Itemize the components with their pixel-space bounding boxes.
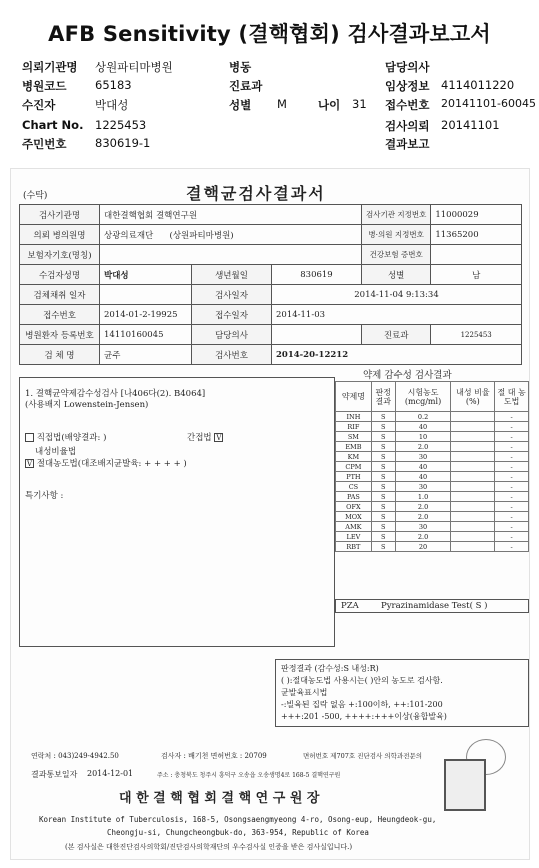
drug-cell-ratio	[451, 482, 495, 492]
ward-label: 병동	[229, 60, 252, 74]
legend-line-5: +++:201 -500, ++++:+++이상(융합발육)	[281, 712, 447, 721]
method-heading: 1. 결핵균약제감수성검사 [나406다(2). B4064]	[25, 389, 206, 399]
chart-no-label: Chart No.	[22, 118, 84, 132]
drug-row	[336, 482, 529, 492]
sex-label: 성별	[229, 98, 252, 112]
dept-scan-value: 1225453	[431, 325, 522, 345]
drug-col-name: 약제명	[336, 382, 372, 412]
inst-no-label: 검사기관 지정번호	[362, 205, 431, 225]
drug-cell-abs: -	[495, 462, 529, 472]
hospital-name-value: 상원파티마병원	[95, 60, 173, 74]
drug-cell-conc: 20	[395, 542, 451, 552]
drug-row	[336, 502, 529, 512]
drug-cell-res: S	[371, 522, 395, 532]
indirect-label: 간접법	[187, 433, 212, 443]
ins-value	[100, 245, 362, 265]
method-panel	[19, 377, 335, 647]
drug-cell-name: MOX	[336, 512, 372, 522]
receipt-no-value: 20141101-60045	[441, 97, 536, 110]
footer-date-value: 2014-12-01	[87, 769, 134, 778]
drug-row	[336, 452, 529, 462]
drug-cell-name: RIF	[336, 422, 372, 432]
doctor-scan-label: 담당의사	[192, 325, 272, 345]
hosp-sub: (상원파티마병원)	[169, 230, 234, 241]
legend-line-4: -:빌육된 집락 없음 +:100이하, ++:101-200	[281, 700, 443, 709]
drug-cell-ratio	[451, 512, 495, 522]
drug-cell-ratio	[451, 462, 495, 472]
drug-table-title: 약제 감수성 검사결과	[363, 370, 452, 381]
recvdate-value: 2014-11-03	[272, 305, 522, 325]
drug-row	[336, 432, 529, 442]
hospital-name-label: 의뢰기관명	[22, 60, 78, 74]
result-report-label: 결과보고	[385, 137, 430, 151]
drug-cell-abs: -	[495, 502, 529, 512]
pza-label: PZA	[341, 601, 359, 611]
drug-row	[336, 422, 529, 432]
drug-cell-res: S	[371, 412, 395, 422]
drug-row	[336, 512, 529, 522]
recvdate-label: 접수일자	[192, 305, 272, 325]
inst-no-value: 11000029	[431, 205, 522, 225]
ins-no-label: 건강보험 증번호	[362, 245, 431, 265]
drug-row	[336, 462, 529, 472]
ins-label: 보험자기호(명칭)	[20, 245, 100, 265]
drug-cell-abs: -	[495, 472, 529, 482]
drug-cell-ratio	[451, 502, 495, 512]
drug-cell-conc: 10	[395, 432, 451, 442]
drug-cell-conc: 30	[395, 482, 451, 492]
chart-no-value: 1225453	[95, 118, 147, 132]
drug-cell-conc: 1.0	[395, 492, 451, 502]
drug-col-ratio: 내성 비율(%)	[451, 382, 495, 412]
legend-line-2: ( ):절대농도법 사용시는( )안의 농도로 검사함.	[281, 676, 443, 685]
drug-cell-name: SM	[336, 432, 372, 442]
spec-value: 균주	[100, 345, 192, 365]
drug-cell-conc: 2.0	[395, 502, 451, 512]
patient-value: 박대성	[95, 98, 129, 112]
absolute-checkbox: V	[26, 460, 33, 468]
drug-cell-res: S	[371, 432, 395, 442]
receipt-no-label: 접수번호	[385, 98, 430, 112]
drug-cell-ratio	[451, 442, 495, 452]
drug-col-conc: 시험농도 (mcg/ml)	[395, 382, 451, 412]
drug-cell-res: S	[371, 512, 395, 522]
footer-org-en: Korean Institute of Tuberculosis, 168-5, Osongsaengmyeong 4-ro, Osong-eup, Heungdeok-gu,	[39, 815, 437, 824]
drug-row	[336, 442, 529, 452]
scan-title: 결핵균검사결과서	[186, 184, 326, 203]
clinical-info-value: 4114011220	[441, 78, 515, 92]
age-label: 나이	[318, 98, 341, 112]
consignment-mark: (수탁)	[23, 191, 48, 201]
drug-cell-res: S	[371, 492, 395, 502]
drug-cell-conc: 2.0	[395, 532, 451, 542]
drug-cell-ratio	[451, 422, 495, 432]
drug-cell-abs: -	[495, 422, 529, 432]
dept-scan-label: 진료과	[362, 325, 431, 345]
drug-cell-ratio	[451, 412, 495, 422]
drug-cell-name: AMK	[336, 522, 372, 532]
drug-cell-conc: 40	[395, 462, 451, 472]
drug-cell-res: S	[371, 502, 395, 512]
spec-label: 검 체 명	[20, 345, 100, 365]
drug-cell-abs: -	[495, 512, 529, 522]
drug-cell-ratio	[451, 472, 495, 482]
drug-cell-res: S	[371, 542, 395, 552]
drug-row	[336, 492, 529, 502]
drug-cell-conc: 0.2	[395, 412, 451, 422]
pza-value: Pyrazinamidase Test( S )	[381, 601, 488, 611]
sex-scan-label: 성별	[362, 265, 431, 285]
method-direct	[25, 431, 106, 443]
reg-value: 14110160045	[100, 325, 192, 345]
footer-tester: 검사자 : 배기천 면허번호 : 20709	[161, 752, 267, 760]
request-date-label: 검사의뢰	[385, 119, 430, 133]
doctor-scan-value	[272, 325, 362, 345]
hosp-no-label: 병·의원 지정번호	[362, 225, 431, 245]
footer-phone: 연락처 : 043)249-4942.50	[31, 752, 119, 760]
testdate-label: 검사일자	[192, 285, 272, 305]
drug-row	[336, 412, 529, 422]
specdate-value	[100, 285, 192, 305]
sex-value: M	[277, 97, 287, 111]
drug-cell-res: S	[371, 462, 395, 472]
resident-no-value: 830619-1	[95, 136, 151, 150]
drug-cell-abs: -	[495, 452, 529, 462]
sex-scan-value: 남	[431, 265, 522, 285]
recv-value: 2014-01-2-19925	[100, 305, 192, 325]
drug-cell-conc: 30	[395, 522, 451, 532]
drug-cell-ratio	[451, 532, 495, 542]
ins-no-value	[431, 245, 522, 265]
drug-row	[336, 522, 529, 532]
drug-row	[336, 532, 529, 542]
drug-cell-res: S	[371, 452, 395, 462]
resident-no-label: 주민번호	[22, 137, 67, 151]
drug-cell-conc: 2.0	[395, 512, 451, 522]
specdate-label: 검체채취 일자	[20, 285, 100, 305]
drug-table	[335, 381, 529, 552]
patient-label: 수진자	[22, 98, 56, 112]
testdate-value: 2014-11-04 9:13:34	[272, 285, 522, 305]
drug-cell-name: CPM	[336, 462, 372, 472]
footer-date-label: 결과통보일자	[31, 770, 78, 779]
recv-label: 접수번호	[20, 305, 100, 325]
drug-cell-conc: 2.0	[395, 442, 451, 452]
drug-cell-abs: -	[495, 542, 529, 552]
drug-cell-conc: 40	[395, 472, 451, 482]
testno-label: 검사번호	[192, 345, 272, 365]
hosp-no-value: 11365200	[431, 225, 522, 245]
drug-cell-abs: -	[495, 492, 529, 502]
drug-cell-ratio	[451, 432, 495, 442]
scanned-report	[10, 168, 530, 860]
drug-cell-name: OFX	[336, 502, 372, 512]
drug-cell-name: RBT	[336, 542, 372, 552]
inst-label: 검사기관명	[20, 205, 100, 225]
footer-license: 면허번호 제707호 진단검사 의학과전문의	[303, 752, 423, 760]
drug-cell-res: S	[371, 422, 395, 432]
method-sub: (사용배지 Lowenstein-Jensen)	[25, 400, 149, 410]
drug-cell-name: INH	[336, 412, 372, 422]
drug-cell-abs: -	[495, 522, 529, 532]
drug-col-abs: 절 대 농도법	[495, 382, 529, 412]
hosp-name: 상광의료재단	[104, 230, 154, 241]
name-label: 수검자성명	[20, 265, 100, 285]
drug-cell-conc: 40	[395, 422, 451, 432]
drug-cell-conc: 30	[395, 452, 451, 462]
absolute-label: 절대농도법(대조배지균발육: + + + + )	[36, 459, 187, 469]
hosp-label: 의뢰 병의원명	[20, 225, 100, 245]
legend-line-3: 균발육표시법	[281, 688, 328, 697]
footer-address: 주소 : 충청북도 청주시 흥덕구 오송읍 오송생명4로 168-5 결핵연구원	[157, 772, 341, 779]
drug-row	[336, 542, 529, 552]
request-date-value: 20141101	[441, 118, 500, 132]
testno-value: 2014-20-12212	[272, 345, 522, 365]
drug-cell-abs: -	[495, 432, 529, 442]
age-value: 31	[352, 97, 367, 111]
drug-cell-abs: -	[495, 442, 529, 452]
drug-cell-ratio	[451, 522, 495, 532]
dept-label: 진료과	[229, 79, 263, 93]
drug-cell-name: CS	[336, 482, 372, 492]
drug-cell-res: S	[371, 472, 395, 482]
birth-value: 830619	[272, 265, 362, 285]
drug-cell-abs: -	[495, 412, 529, 422]
report-title: AFB Sensitivity (결핵협회) 검사결과보고서	[48, 22, 491, 46]
doctor-label: 담당의사	[385, 60, 430, 74]
hosp-value	[100, 225, 362, 245]
method-ratio: 내성비율법	[35, 447, 77, 457]
drug-cell-name: PAS	[336, 492, 372, 502]
drug-cell-abs: -	[495, 532, 529, 542]
direct-label: 직접법(배양결과: )	[36, 433, 107, 443]
drug-cell-name: KM	[336, 452, 372, 462]
drug-cell-name: LEV	[336, 532, 372, 542]
drug-col-result: 판정 결과	[371, 382, 395, 412]
institute-seal-icon	[444, 759, 486, 811]
direct-checkbox	[25, 433, 34, 442]
indirect-checkbox: V	[216, 434, 222, 442]
drug-cell-ratio	[451, 492, 495, 502]
birth-label: 생년월일	[192, 265, 272, 285]
drug-cell-res: S	[371, 482, 395, 492]
drug-cell-name: EMB	[336, 442, 372, 452]
drug-cell-res: S	[371, 532, 395, 542]
drug-cell-ratio	[451, 542, 495, 552]
hospital-code-label: 병원코드	[22, 79, 67, 93]
drug-cell-ratio	[451, 452, 495, 462]
inst-value: 대한결핵협회 결핵연구원	[100, 205, 362, 225]
footer-notice: (본 검사실은 대한진단검사의학회/진단검사의학재단의 우수검사실 인증을 받은 검사실입니다.)	[65, 843, 353, 851]
name-value: 박대성	[100, 265, 192, 285]
legend-line-1: 판정결과 (감수성:S 내성:R)	[281, 664, 379, 673]
drug-cell-name: PTH	[336, 472, 372, 482]
method-absolute	[25, 457, 187, 469]
hospital-code-value: 65183	[95, 78, 132, 92]
drug-row	[336, 472, 529, 482]
remark-label: 특기사항 :	[25, 491, 64, 501]
method-indirect	[187, 431, 223, 443]
footer-org-kr: 대 한 결 핵 협 회 결 핵 연 구 원 장	[119, 791, 320, 806]
drug-cell-abs: -	[495, 482, 529, 492]
info-table	[19, 204, 522, 365]
reg-label: 병원환자 등록번호	[20, 325, 100, 345]
footer-org-en-2: Cheongju-si, Chungcheongbuk-do, 363-954, Republic of Korea	[107, 828, 369, 837]
clinical-info-label: 임상정보	[385, 79, 430, 93]
drug-cell-res: S	[371, 442, 395, 452]
